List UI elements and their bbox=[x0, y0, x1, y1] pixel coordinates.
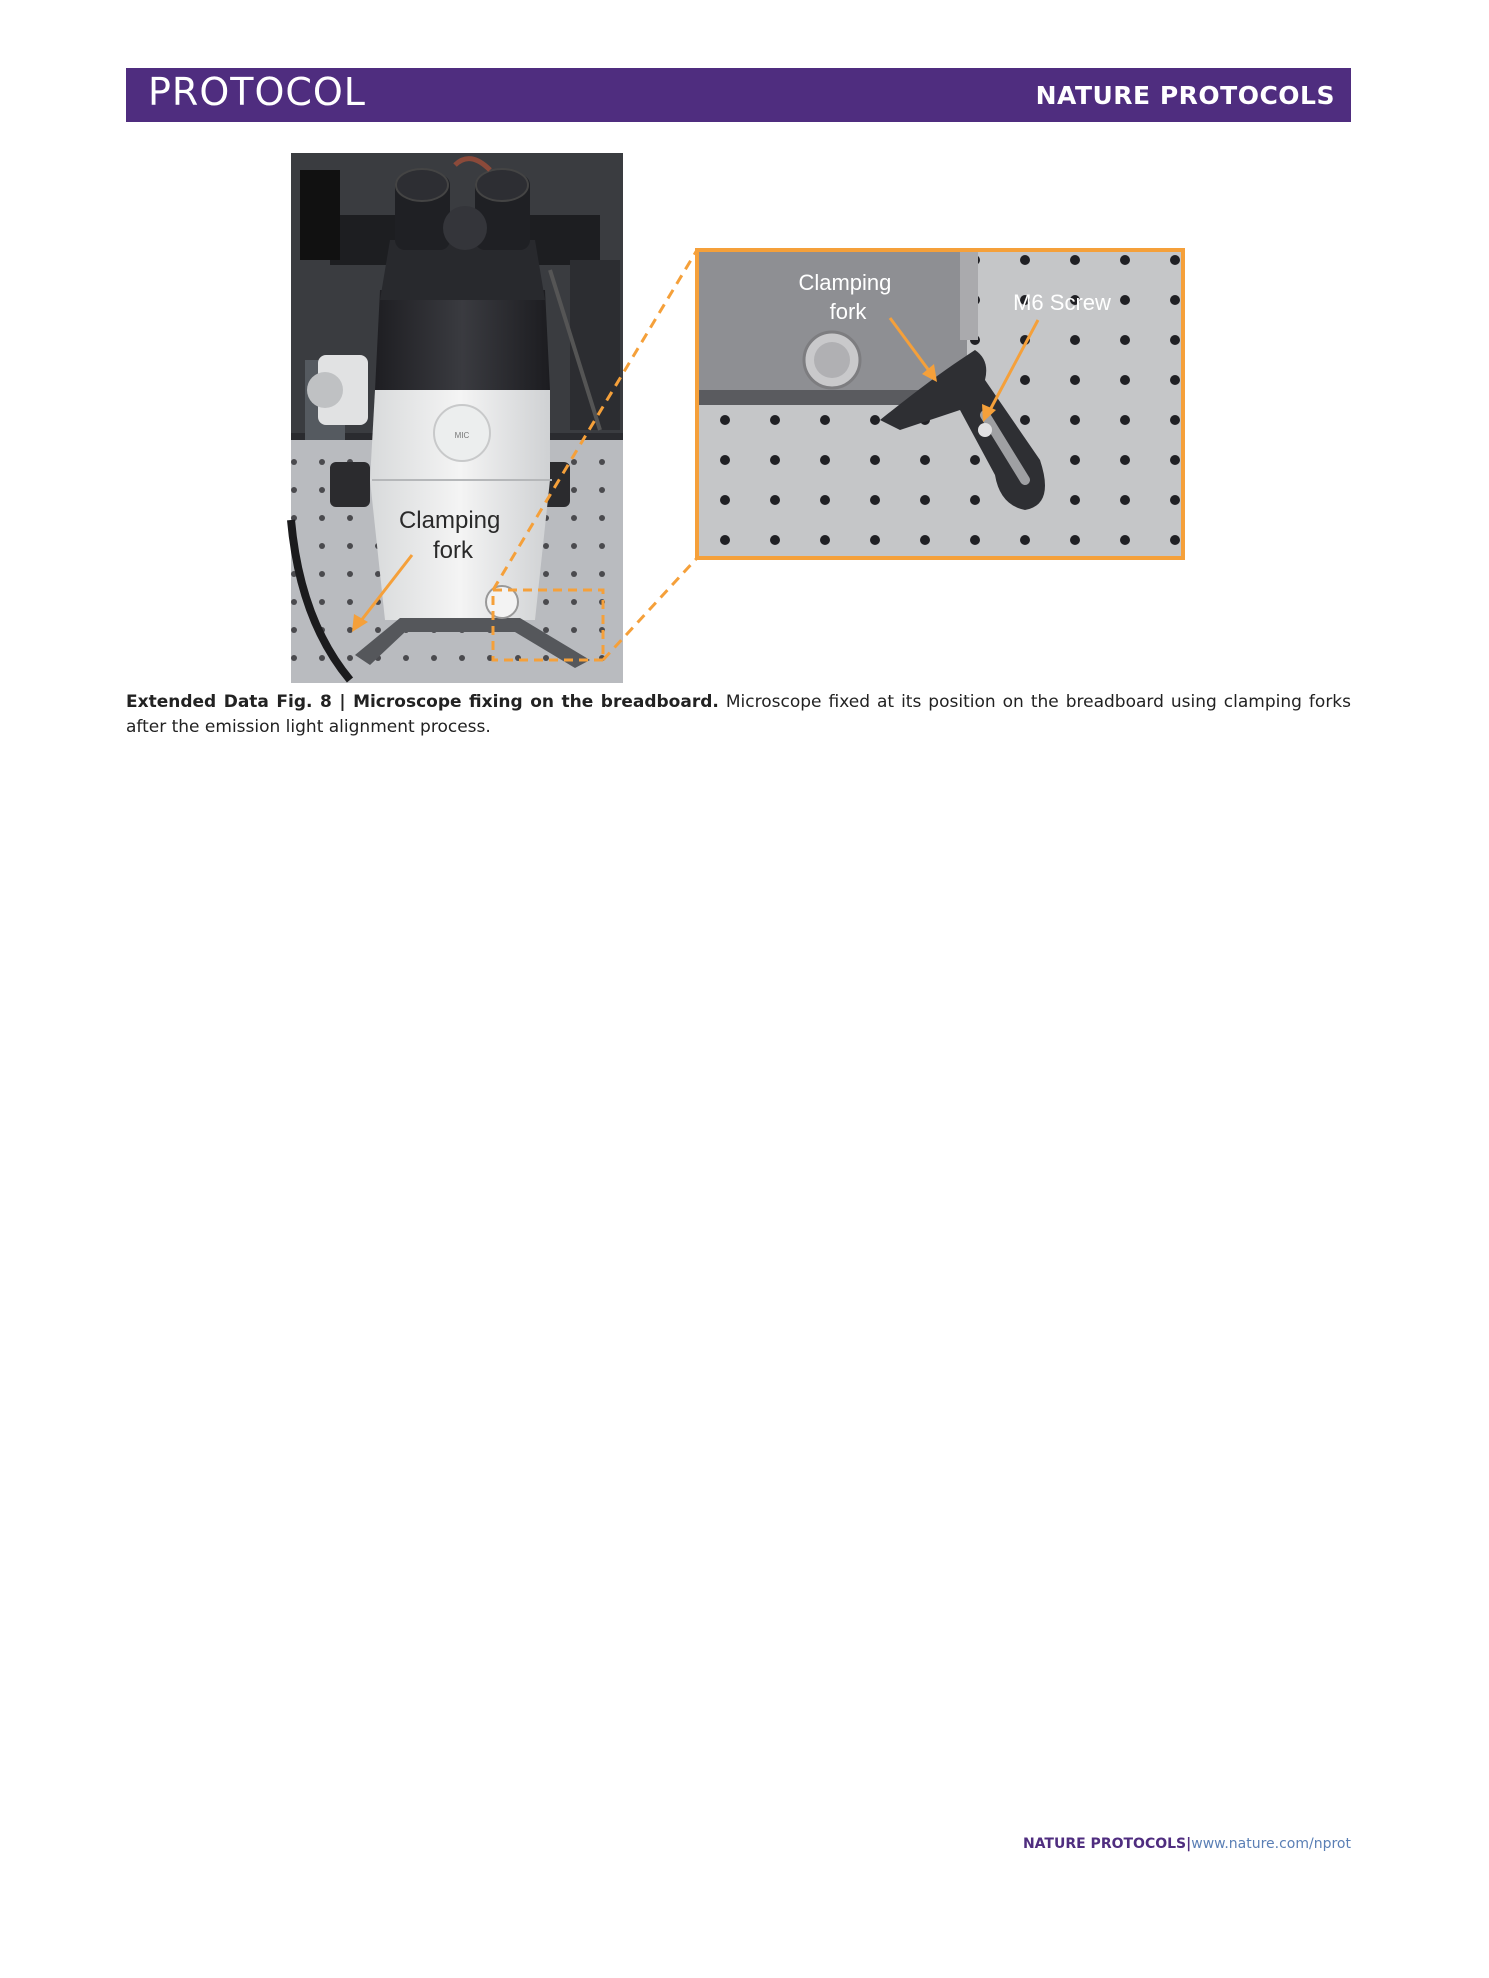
caption-label: Extended Data Fig. 8 | Microscope fixing on the breadboard. bbox=[126, 692, 719, 712]
journal-name: NATURE PROTOCOLS bbox=[1035, 81, 1335, 110]
section-label: PROTOCOL bbox=[148, 70, 366, 114]
figure bbox=[0, 0, 1489, 690]
caption-text: Microscope fixed at its position on the breadboard using clamping forks after the emission light alignment process. bbox=[126, 692, 1352, 737]
footer-separator: | bbox=[1186, 1836, 1192, 1852]
figure-illustration bbox=[0, 0, 1489, 690]
photo-callout-label: Clamping fork bbox=[398, 507, 501, 564]
inset-callout-screw: M6 Screw bbox=[1013, 290, 1111, 315]
page-footer bbox=[1023, 1836, 1351, 1852]
inset-callout-fork: Clamping fork bbox=[798, 270, 892, 324]
microscope-photo bbox=[291, 153, 623, 683]
inset-photo bbox=[697, 250, 1183, 558]
microscope-badge: MIC bbox=[454, 431, 470, 440]
figure-caption bbox=[126, 690, 1351, 740]
footer-url[interactable]: www.nature.com/nprot bbox=[1191, 1836, 1351, 1852]
footer-journal: NATURE PROTOCOLS bbox=[1022, 1836, 1187, 1852]
